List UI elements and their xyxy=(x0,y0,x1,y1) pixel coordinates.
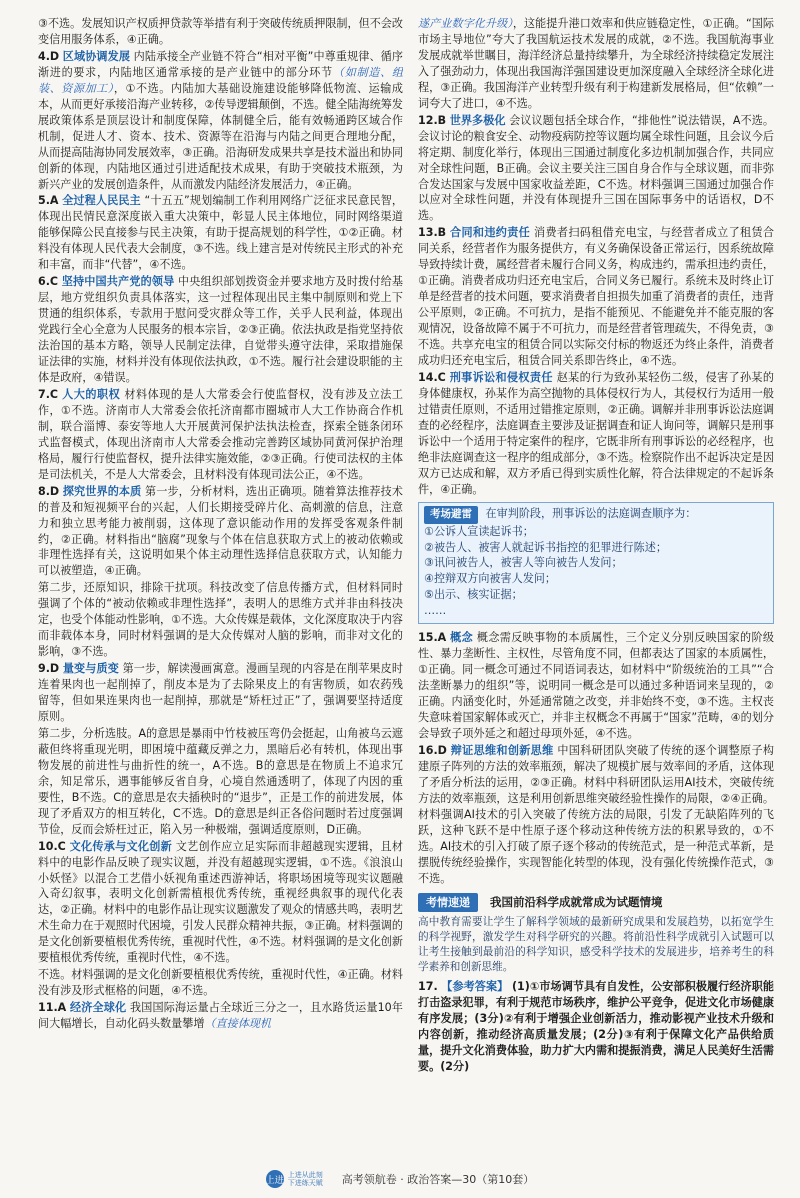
question-number: 4.D xyxy=(38,49,60,63)
answer-q14 xyxy=(418,370,774,498)
answer-q11 xyxy=(38,1000,403,1032)
answer-q16 xyxy=(418,743,774,887)
answer-text: 第一步，分析材料，选出正确项。随着算法推荐技术的普及和短视频平台的兴起，人们长期接受碎片化、高刺激的信息，注意力和独立思考能力被削弱，这体现了意识能动作用的发挥受客观条件制约，②正确。材料指出“脑腐”现象与个体在信息获取方式上的被动依赖或非理性选择有关，这说明如果个体主动理性选择信息获取方式，认知能力可以被塑造，④正确。 xyxy=(38,484,403,578)
answer-q9-step2: 第二步，分析选肢。A的意思是暴雨中竹枝被压弯仍会挺起，山角被乌云遮蔽但终将重现光明，即困境中蕴藏反弹之力，黑暗后必有转机，体现出事物发展的前进性与曲折性的统一，A不选。B的意思是在物质上不追求冗余，知足常乐，遇事能够反省自身，心境自然通透明了，体现了内因的重要性，B不选。C的意思是农夫插秧时的“退步”，正是工作的前进发展，体现了矛盾双方的相互转化，C不选。D的意思是纠正各俗问题时若过度强调节俭，反而会矫枉过正，陷入另一种极端，强调适度原则，D正确。 xyxy=(38,726,403,836)
page-footer xyxy=(0,1168,800,1190)
answer-text: 中国科研团队突破了传统的逐个调整原子构建原子阵列的方法的效率瓶颈，解决了规模扩展与效率间的矛盾，这体现了矛盾分析法的运用，②③正确。材料中科研团队运用AI技术，突破传统方法的效率瓶颈，这是利用创新思维突破经验性操作的局限，②④正确。材料强调AI技术的引入突破了传统方法的局限，引发了无缺陷阵列的飞跃，这种飞跃不是中性原子逐个移动这种传统方法的积累导致的，①不选。AI技术的引入打破了原子逐个移动的传统范式，是一种范式革新，是摆脱传统经验操作，实现智能化转型的体现，没有强化传统操作范式，③不选。 xyxy=(418,743,774,885)
handwritten-note: （直接体现机 xyxy=(204,1017,271,1031)
answer-q12 xyxy=(418,113,774,225)
exam-tip-box xyxy=(418,502,774,625)
exam-info-title: 我国前沿科学成就常成为试题情境 xyxy=(490,894,663,909)
answer-q10 xyxy=(38,839,403,967)
answer-q17 xyxy=(418,979,774,1075)
answer-text: 会议议题包括全球合作，“排他性”说法错误，A不选。会议讨论的粮食安全、动物疫病防控等议题均属全球性问题，且会议今后将定期、制度化举行，体现出三国通过制度化多边机制加强合作，共同应对全球性问题，B正确。会议主要关注三国自身合作与全球议题，而非弥合发达国家与发展中国家收益差距，C不选。材料强调三国通过加强合作以应对全球性问题，并没有体现提升三国在国际事务中的话语权，D不选。 xyxy=(418,113,774,223)
question-number: 15.A xyxy=(418,631,447,645)
left-column xyxy=(38,16,403,1156)
topic-tag: 探究世界的本质 xyxy=(62,484,142,498)
topic-tag: 世界多极化 xyxy=(449,113,506,127)
answer-text: 第一步，解读漫画寓意。漫画呈现的内容是在削苹果皮时连着果肉也一起削掉了，削皮本是为了去除果皮上的有害物质，如农药残留等，但如果连果肉也一起削掉，那就是“矫枉过正”了，强调要坚持适度原则。 xyxy=(38,662,403,723)
handwritten-note: 遂产业数字化升级） xyxy=(418,17,513,30)
answer-q10-tail: 不选。材料强调的是文化创新要植根优秀传统，重视时代性，④正确。材料没有涉及形式框格的问题，④不选。 xyxy=(38,968,403,998)
question-number: 13.B xyxy=(418,226,447,240)
answer-text: 消费者扫码租借充电宝，与经营者成立了租赁合同关系，经营者作为服务提供方，有义务确保设备正常运行，因系统故障导致持续计费，属经营者未履行合同义务，构成违约，需承担违约责任，①正确。消费者成功归还充电宝后，合同义务已履行。系统未及时终止订单是经营者的技术问题，要求消费者自担损失加重了消费者的责任，违背公平原则，②正确。不可抗力，是指不能预见、不能避免并不能克服的客观情况，设备故障不属于不可抗力，而是经营者管理疏失，不得免责，③不选。共享充电宝的租赁合同以实际交付标的物返还为终止条件，消费者成功归还充电宝后，租赁合同关系即告终止，④不选。 xyxy=(418,226,774,368)
right-column xyxy=(418,16,774,1156)
exam-tip-line: ②被告人、被害人就起诉书指控的犯罪进行陈述； xyxy=(424,540,667,554)
topic-tag: 经济全球化 xyxy=(69,1001,127,1015)
footer-page-label: 高考领航卷 · 政治答案—30（第10套） xyxy=(341,1173,535,1186)
handwritten-note: （如制造、组装、资源加工） xyxy=(38,65,403,95)
answer-q8-step2: 第二步，还原知识，排除干扰项。科技改变了信息传播方式，但材料同时强调了个体的“被动依赖或非理性选择”，表明人的思维方式并非由科技决定，也受个体能动性影响，①不选。大众传媒是载体，文化深度取决于内容而非载体本身，同时材料强调的是大众传媒对人脑的影响，而非对文化的影响，③不选。 xyxy=(38,581,403,659)
exam-tip-tag: 考场避雷 xyxy=(424,506,478,524)
exam-tip-title: 在审判阶段，刑事诉讼的法庭调查顺序为： xyxy=(485,506,697,520)
reference-answer-label: 【参考答案】 xyxy=(441,980,509,994)
exam-tip-line: ⑤出示、核实证据； xyxy=(424,588,523,602)
answer-q8 xyxy=(38,484,403,580)
topic-tag: 坚持中国共产党的领导 xyxy=(61,275,175,289)
answer-text: 概念需反映事物的本质属性，三个定义分别反映国家的阶级性、暴力垄断性、主权性，尽管角度不同，但都表达了国家的本质属性，①正确。同一概念可通过不同语词表达，如材料中“阶级统治的工具”“合法垄断暴力的组织”等，说明同一概念是可以通过多种语词来呈现的，②正确。内涵变化时，外延通常随之改变，并非始终不变，③不选。主权丧失意味着国家解体或灭亡，并非主权概念不再属于“国家”范畴，④的划分会导致子项外延之和超过母项外延，④不选。 xyxy=(418,631,774,740)
answer-q15 xyxy=(418,630,774,742)
exam-info-banner xyxy=(418,893,774,913)
question-number: 7.C xyxy=(38,387,59,401)
brand-slogan: 上进从此刻 下进练天赋 xyxy=(287,1171,323,1187)
exam-tip-line: …… xyxy=(424,604,447,618)
exam-tip-line: ③讯问被告人，被害人等向被告人发问； xyxy=(424,556,623,570)
topic-tag: 区域协调发展 xyxy=(62,49,131,63)
topic-tag: 概念 xyxy=(450,631,474,645)
exam-info-tag: 考情速递 xyxy=(418,893,478,913)
answer-text: (1)①市场调节具有自发性，公安部积极履行经济职能打击盗录犯罪，有利于规范市场秩序，维护公平竞争，促进文化市场健康有序发展；(3分)②有利于增强企业创新活力，推动影视产业技术升级和内容创新，推动经济高质量发展；(2分)③有利于保障文化产品供给质量，提升文化消费体验，助力扩大内需和提振消费，满足人民美好生活需要。(2分) xyxy=(418,980,774,1074)
brand-logo: 上进 xyxy=(266,1170,284,1188)
question-number: 5.A xyxy=(38,194,59,208)
answer-text: 内陆承接全产业链不符合“相对平衡”中尊重规律、循序渐进的要求，内陆地区通常承接的是产业链中的部分环节 xyxy=(38,49,403,79)
question-number: 16.D xyxy=(418,743,447,757)
answer-text: ，①不选。内陆加大基础设施建设能够降低物流、运输成本，从而更好承接沿海产业转移，②传导逻辑颠倒，不选。健全陆海统筹发展政策体系是顶层设计和制度保障，体制健全后，能有效畅通跨区域合作机制，促进人才、资本、技术、资源等在沿海与内陆之间更合理地分配，从而提高陆海协同发展效率，③正确。沿海研发成果共享是技术溢出和协同创新的体现，内陆地区通过引进适配技术成果，有助于突破技术瓶颈，为新兴产业的发展创造条件，从而激发内陆经济发展活力，④正确。 xyxy=(38,81,403,191)
paragraph-q3-tail: ③不选。发展知识产权质押贷款等举措有利于突破传统质押限制，但不会改变信用服务体系，④正确。 xyxy=(38,17,403,46)
topic-tag: 刑事诉讼和侵权责任 xyxy=(449,370,553,384)
question-number: 14.C xyxy=(418,370,446,384)
topic-tag: 文化传承与文化创新 xyxy=(69,839,172,853)
answer-q9 xyxy=(38,661,403,725)
answer-q6 xyxy=(38,274,403,386)
answer-text: “十五五”规划编制工作利用网络广泛征求民意民智，体现出民情民意深度嵌入重大决策中，彰显人民主体地位，同时网络渠道能够保障公民直接参与民主决策，有助于提高规划的科学性，①②正确。材料没有体现人民代表大会制度，③不选。线上建言是对传统民主形式的补充和丰富，而非“代替”，④不选。 xyxy=(38,194,403,272)
answer-text: 我国国际海运量占全球近三分之一，且水路货运量10年间大幅增长，自动化码头数量攀增 xyxy=(38,1001,403,1031)
answer-text: 中央组织部划拨资金并要求地方及时拨付给基层，地方党组织负责具体落实，这一过程体现出民主集中制原则和党上下贯通的组织体系，专款用于慰问受灾群众等工作，关乎人民利益，体现出党践行全心全意为人民服务的根本宗旨，②③正确。依法执政是指党坚持依法治国的基本方略，领导人民制定法律，自觉带头遵守法律，采取措施保证法律的实施，材料并没有体现依法执政，①不选。履行社会建设职能的主体是政府，④错误。 xyxy=(38,275,403,384)
exam-tip-header xyxy=(424,506,768,524)
topic-tag: 量变与质变 xyxy=(62,662,119,676)
answer-q4 xyxy=(38,49,403,193)
topic-tag: 全过程人民民主 xyxy=(62,194,141,208)
question-number: 11.A xyxy=(38,1001,67,1015)
topic-tag: 合同和违约责任 xyxy=(450,226,531,240)
question-number: 9.D xyxy=(38,662,60,676)
answer-q13 xyxy=(418,225,774,369)
answer-text: ，这能提升港口效率和供应链稳定性，①正确。“国际市场主导地位”夸大了我国航运技术发展的成就，②不选。我国航海事业发展成就举世瞩目，海洋经济总量持续攀升，为全球经济持续稳定发展注入了强劲动力，体现出我国海洋强国建设更加深度融入全球经济全球化进程，③正确。我国海洋产业转型升级有利于构建新发展格局，但“依赖”一词夸大了进口，④不选。 xyxy=(418,17,774,110)
exam-info-body: 高中教育需要让学生了解科学领域的最新研究成果和发展趋势，以拓宽学生的科学视野，激发学生对科学研究的兴趣。将前沿性科学成就引入试题可以让考生接触到最前沿的科学知识，感受科学技术的发展进步，培养考生的科学素养和创新思维。 xyxy=(418,916,774,974)
question-number: 8.D xyxy=(38,484,60,498)
question-number: 12.B xyxy=(418,113,447,127)
answer-text: 赵某的行为致孙某轻伤二级，侵害了孙某的身体健康权，孙某作为高空抛物的具体侵权行为人，其侵权行为适用一般过错责任原则，不适用过错推定原则，②正确。调解并非刑事诉讼法庭调查的必经程序，法庭调查主要涉及证据调查和证人询问等，调解只是刑事诉讼中一个适用于特定案件的程序，它既非所有刑事诉讼的必经程序，也绝非法庭调查这一程序的组成部分，③不选。检察院作出不起诉决定是因双方已达成和解，双方矛盾已得到实质性化解，符合法律规定的不起诉条件，④正确。 xyxy=(418,370,774,496)
answer-q11-continued xyxy=(418,16,774,112)
question-number: 17. xyxy=(418,980,438,994)
answer-q5 xyxy=(38,193,403,273)
question-number: 10.C xyxy=(38,839,66,853)
topic-tag: 辩证思维和创新思维 xyxy=(450,743,554,757)
answer-text: 材料体现的是人大常委会行使监督权，没有涉及立法工作，①不选。济南市人大常委会依托济南都市圈城市人大工作协商合作机制，联合淄博、泰安等地人大开展黄河保护法执法检查，探索全链条闭环式监督模式，体现出济南市人大常委会推动完善跨区域协同黄河保护治理格局，履行行使监督权，提升法律实施效能，②③正确。行使司法权的主体是司法机关，不是人大常委会，且材料没有体现司法公正，④不选。 xyxy=(38,387,403,481)
answer-text: 文艺创作应立足实际而非超越现实逻辑，且材料中的电影作品反映了现实议题，并没有超越现实逻辑，①不选。《浪浪山小妖怪》以混合工艺借小妖视角重述西游神话，将职场困境等现实议题融入奇幻叙事，表明文化创新需植根优秀传统，重视经典叙事的现代化表达，②正确。材料中的电影作品让现实议题激发了观众的情感共鸣，表明艺术生命力在于观照时代困境，引发人民群众精神共振，③正确。材料强调的是文化创新要植根优秀传统，重视时代性，④不选。材料强调的是文化创新要植根优秀传统，重视时代性，④不选。 xyxy=(38,839,403,965)
question-number: 6.C xyxy=(38,275,59,289)
exam-tip-line: ①公诉人宣读起诉书； xyxy=(424,524,534,538)
exam-tip-line: ④控辩双方向被害人发问； xyxy=(424,572,556,586)
answer-q7 xyxy=(38,387,403,483)
topic-tag: 人大的职权 xyxy=(62,387,121,401)
